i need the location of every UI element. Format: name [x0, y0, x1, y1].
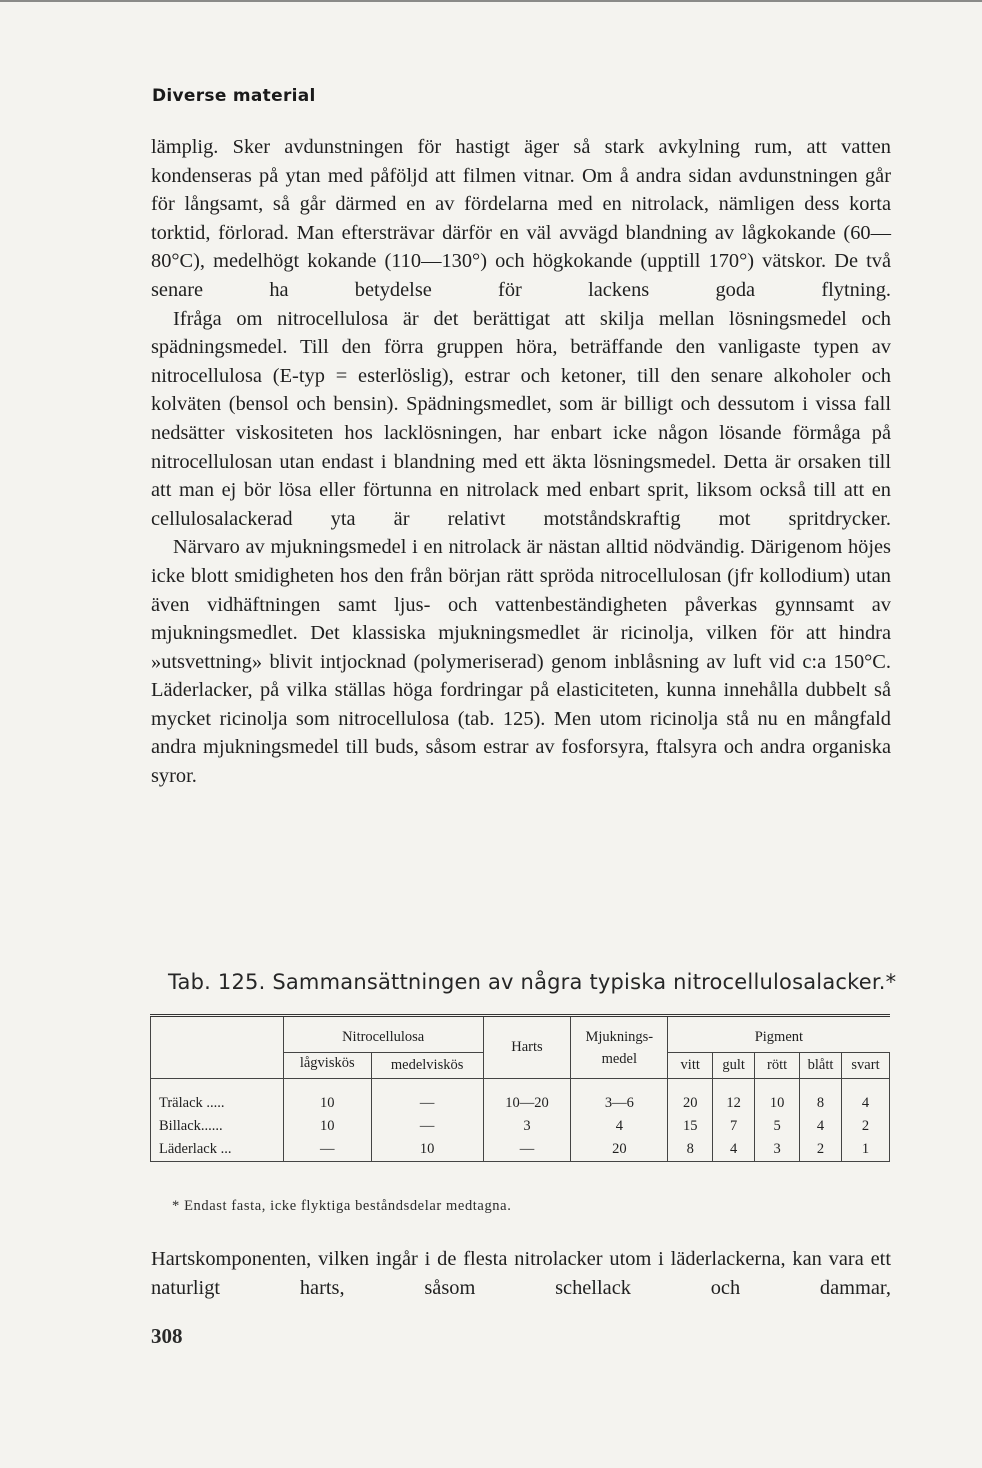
row-label: Billack......	[151, 1115, 284, 1138]
table-cell: 10—20	[483, 1079, 571, 1116]
table-cell: 10	[755, 1079, 800, 1116]
paragraph-2: Ifråga om nitrocellulosa är det berättigat att skilja mellan lösningsmedel och spädningsmedel. Till den förra gruppen höra, beträffande den vanligaste typen av nitrocellulosa (E-typ = esterlöslig), estrar och ketoner, till den senare alkoholer och kolväten (bensol och bensin). Spädningsmedlet, som är billigt och dessutom i vissa fall nedsätter viskositeten hos lacklösningen, har enbart icke någon lösande förmåga på nitrocellulosan utan endast i blandning med ett äkta lösningsmedel. Detta är orsaken till att man ej bör lösa eller förtunna en nitrolack med enbart sprit, liksom också till att en cellulosalackerad yta är relativt motståndskraftig mot spritdrycker.	[151, 307, 891, 530]
table-cell: —	[371, 1079, 483, 1116]
paragraph-1: lämplig. Sker avdunstningen för hastigt äger så stark avkylning rum, att vatten kondenseras på ytan med påföljd att filmen vitnar. Om å andra sidan avdunstningen går för långsamt, så går därmed en av fördelarna med en nitrolack, nämligen dess korta torktid, förlorad. Man eftersträvar därför en väl avvägd blandning av lågkokande (60—80°C), medelhögt kokande (110—130°) och högkokande (upptill 170°) vätskor. De två senare ha betydelse för lackens goda flytning.	[151, 136, 891, 301]
table-row	[151, 1115, 890, 1138]
table-cell: 10	[283, 1115, 371, 1138]
header-nitrocellulosa: Nitrocellulosa	[283, 1016, 483, 1053]
paragraph-3: Närvaro av mjukningsmedel i en nitrolack är nästan alltid nödvändig. Därigenom höjes icke blott smidigheten hos den från början rätt spröda nitrocellulosan (jfr kollodium) utan även vidhäftningen samt ljus- och vattenbeständigheten påverkas gynnsamt av mjukningsmedlet. Det klassiska mjukningsmedlet är ricinolja, vilken för att hindra »utsvettning» blivit intjocknad (polymeriserad) genom inblåsning av luft vid c:a 150°C. Läderlacker, på vilka ställas höga fordringar på elasticiteten, kunna innehålla dubbelt så mycket ricinolja som nitrocellulosa (tab. 125). Men utom ricinolja stå nu en mångfald andra mjukningsmedel till buds, såsom estrar av fosforsyra, ftalsyra och andra organiska syror.	[151, 536, 891, 788]
table-cell: 4	[842, 1079, 890, 1116]
composition-table	[150, 1014, 890, 1162]
table-cell: 10	[371, 1138, 483, 1162]
page-number: 308	[151, 1324, 183, 1348]
paragraph-4: Hartskomponenten, vilken ingår i de flesta nitrolacker utom i läderlackerna, kan vara ett naturligt harts, såsom schellack och dammar,	[151, 1248, 891, 1299]
table-footnote: * Endast fasta, icke flyktiga beståndsdelar medtagna.	[172, 1198, 512, 1214]
table-cell: 3	[483, 1115, 571, 1138]
table-cell: 3—6	[571, 1079, 668, 1116]
header-medelviskos: medelviskös	[371, 1053, 483, 1079]
running-head: Diverse material	[152, 86, 316, 106]
table-cell: 7	[713, 1115, 755, 1138]
table-cell: 20	[668, 1079, 713, 1116]
table-cell: 8	[800, 1079, 842, 1116]
table-cell: 12	[713, 1079, 755, 1116]
header-mjukningsmedel: Mjuknings-medel	[571, 1016, 668, 1079]
table-caption: Tab. 125. Sammansättningen av några typiska nitrocellulosalacker.*	[168, 970, 897, 994]
table-cell: 10	[283, 1079, 371, 1116]
row-label: Läderlack ...	[151, 1138, 284, 1162]
header-pigment: Pigment	[668, 1016, 890, 1053]
table-cell: 3	[755, 1138, 800, 1162]
header-vitt: vitt	[668, 1053, 713, 1079]
table-corner	[151, 1016, 284, 1079]
table-cell: —	[371, 1115, 483, 1138]
table-row	[151, 1138, 890, 1162]
table-cell: 8	[668, 1138, 713, 1162]
header-rott: rött	[755, 1053, 800, 1079]
table-cell: 5	[755, 1115, 800, 1138]
table-cell: 4	[713, 1138, 755, 1162]
table-cell: 2	[842, 1115, 890, 1138]
body-text	[151, 133, 891, 791]
table-cell: —	[483, 1138, 571, 1162]
table-cell: 20	[571, 1138, 668, 1162]
header-blatt: blått	[800, 1053, 842, 1079]
header-gult: gult	[713, 1053, 755, 1079]
table-cell: 4	[571, 1115, 668, 1138]
table-cell: 2	[800, 1138, 842, 1162]
row-label: Trälack .....	[151, 1079, 284, 1116]
header-harts: Harts	[483, 1016, 571, 1079]
top-rule	[0, 0, 982, 2]
table-cell: 1	[842, 1138, 890, 1162]
header-lagviskos: lågviskös	[283, 1053, 371, 1079]
table-cell: 4	[800, 1115, 842, 1138]
table-row	[151, 1079, 890, 1116]
header-svart: svart	[842, 1053, 890, 1079]
body-text-continued	[151, 1245, 891, 1303]
table-cell: —	[283, 1138, 371, 1162]
table-cell: 15	[668, 1115, 713, 1138]
